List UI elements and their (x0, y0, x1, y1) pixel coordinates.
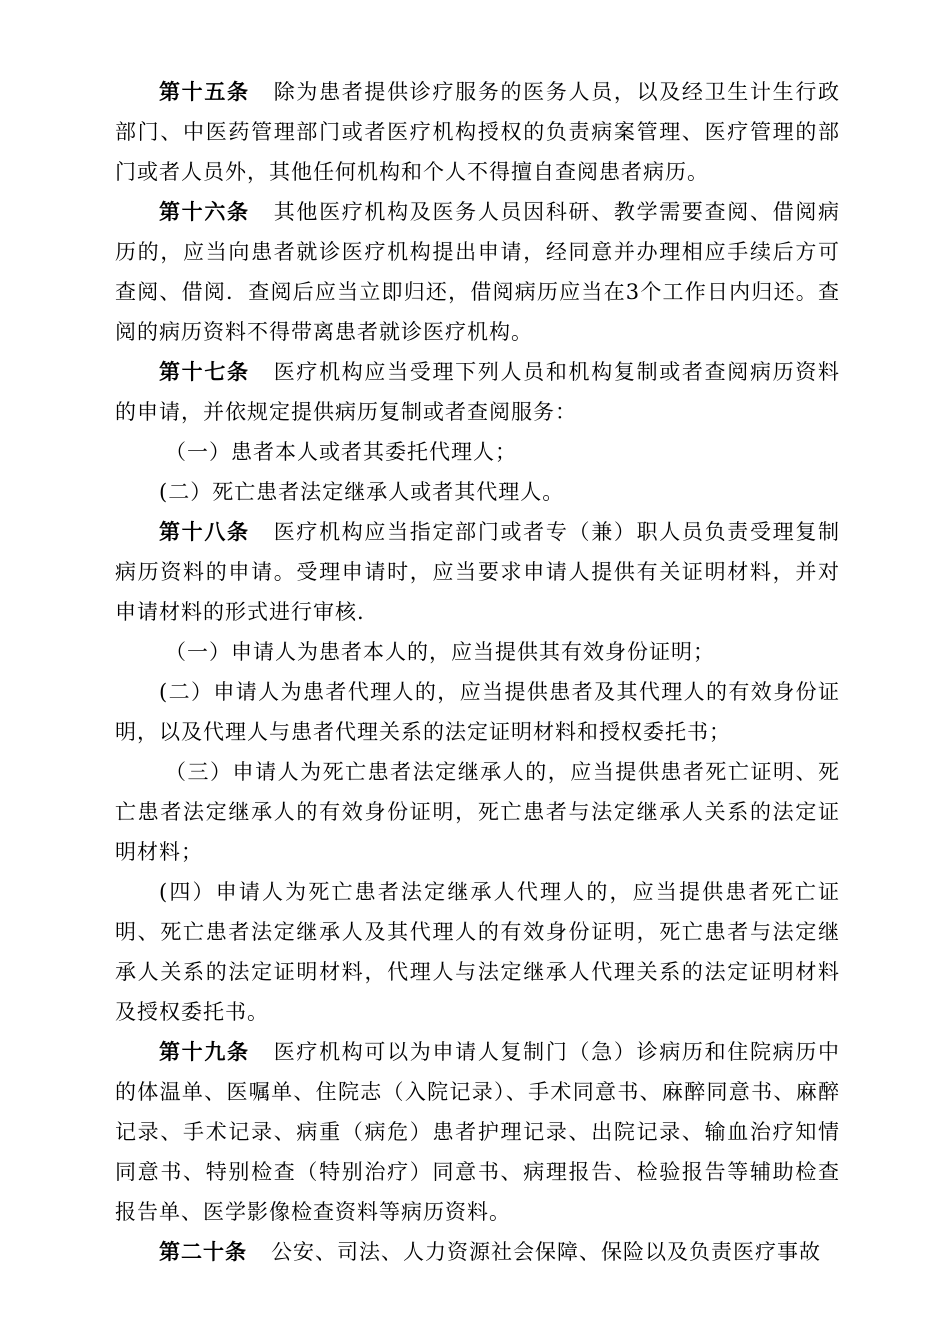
article-18-item-4 (115, 872, 840, 1032)
article-text: 医疗机构应当受理下列人员和机构复制或者查阅病历资料的申请，并依规定提供病历复制或者查阅服务： (115, 360, 841, 424)
article-text: 医疗机构应当指定部门或者专（兼）职人员负责受理复制病历资料的申请。受理申请时，应当要求申请人提供有关证明材料，并对申请材料的形式进行审核. (115, 520, 841, 624)
article-heading: 第十九条 (159, 1039, 250, 1064)
article-18-item-2 (115, 672, 840, 752)
article-17-item-2 (115, 472, 840, 512)
article-17 (115, 352, 840, 432)
article-text: 公安、司法、人力资源社会保障、保险以及负责医疗事故 (271, 1240, 821, 1264)
item-text: （一）申请人为患者本人的，应当提供其有效身份证明； (165, 640, 715, 664)
item-text: (四）申请人为死亡患者法定继承人代理人的，应当提供患者死亡证明、死亡患者法定继承人及其代理人的有效身份证明，死亡患者与法定继承人关系的法定证明材料，代理人与法定继承人代理关系的法定证明材料及授权委托书。 (115, 880, 840, 1024)
item-text: （三）申请人为死亡患者法定继承人的，应当提供患者死亡证明、死亡患者法定继承人的有效身份证明，死亡患者与法定继承人关系的法定证明材料； (115, 760, 840, 864)
article-20 (115, 1232, 840, 1272)
article-18-item-3 (115, 752, 840, 872)
article-19 (115, 1032, 840, 1232)
article-heading: 第十七条 (159, 359, 250, 384)
item-text: (二）申请人为患者代理人的，应当提供患者及其代理人的有效身份证明，以及代理人与患者代理关系的法定证明材料和授权委托书； (115, 680, 840, 744)
document-page (115, 72, 840, 1272)
article-text: 除为患者提供诊疗服务的医务人员，以及经卫生计生行政部门、中医药管理部门或者医疗机构授权的负责病案管理、医疗管理的部门或者人员外，其他任何机构和个人不得擅自查阅患者病历。 (115, 80, 841, 184)
article-15 (115, 72, 840, 192)
article-heading: 第十八条 (159, 519, 250, 544)
article-text: 其他医疗机构及医务人员因科研、教学需要查阅、借阅病历的，应当向患者就诊医疗机构提出申请，经同意并办理相应手续后方可查阅、借阅．查阅后应当立即归还，借阅病历应当在3个工作日内归还。查阅的病历资料不得带离患者就诊医疗机构。 (115, 200, 841, 344)
article-18 (115, 512, 840, 632)
item-text: (二）死亡患者法定继承人或者其代理人。 (159, 480, 565, 504)
article-heading: 第十五条 (159, 79, 250, 104)
item-text: （一）患者本人或者其委托代理人； (165, 440, 517, 464)
article-heading: 第十六条 (159, 199, 250, 224)
article-text: 医疗机构可以为申请人复制门（急）诊病历和住院病历中的体温单、医嘱单、住院志（入院记录）、手术同意书、麻醉同意书、麻醉记录、手术记录、病重（病危）患者护理记录、出院记录、输血治疗知情同意书、特别检查（特别治疗）同意书、病理报告、检验报告等辅助检查报告单、医学影像检查资料等病历资料。 (115, 1040, 841, 1224)
article-18-item-1 (115, 632, 840, 672)
article-17-item-1 (115, 432, 840, 472)
article-16 (115, 192, 840, 352)
article-heading: 第二十条 (159, 1239, 247, 1264)
